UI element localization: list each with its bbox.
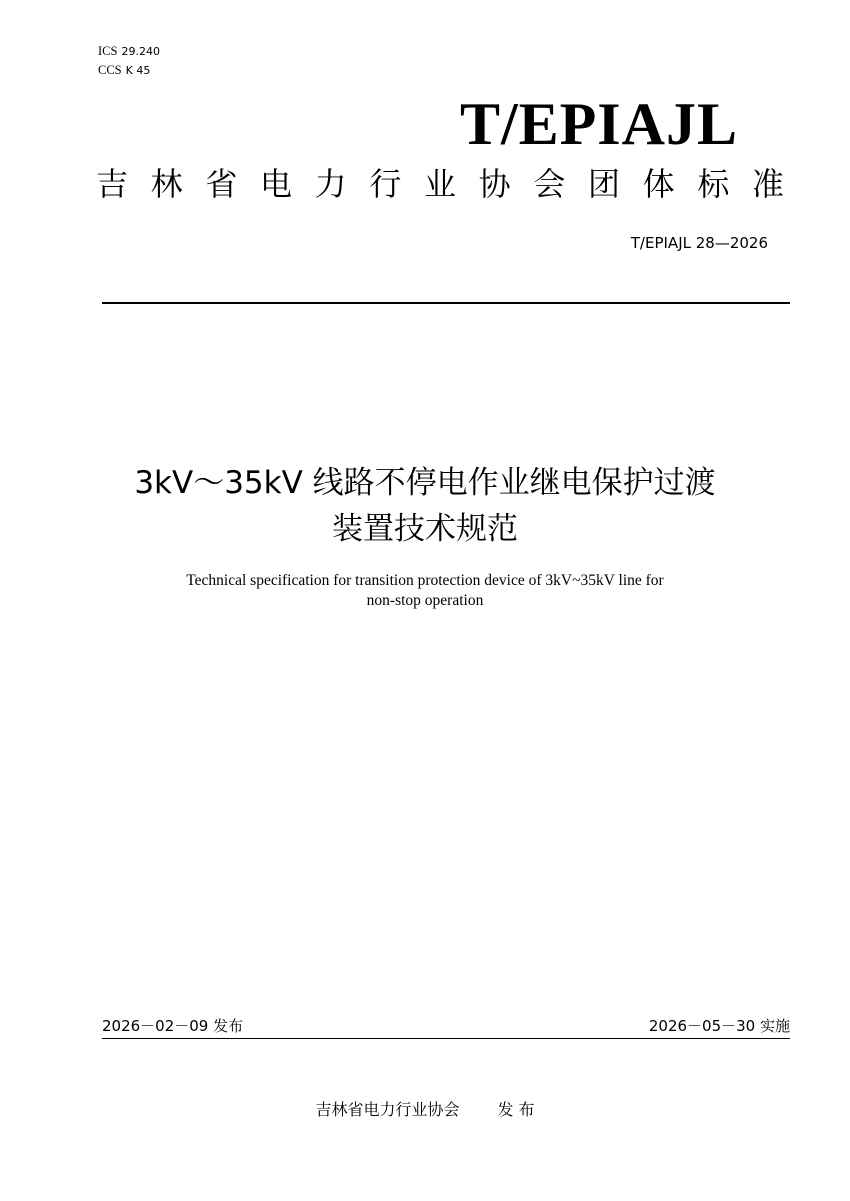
- ccs-value: K 45: [125, 64, 151, 77]
- title-zh-line-1: 3kV～35kV 线路不停电作业继电保护过渡: [134, 465, 716, 501]
- ccs-label: CCS: [98, 63, 122, 77]
- standard-brand-code: T/EPIAJL: [459, 91, 738, 157]
- ccs-line: [98, 61, 160, 80]
- ics-line: [98, 42, 160, 61]
- title-en-line-1: Technical specification for transition protection device of 3kV~35kV line for: [186, 572, 664, 589]
- ics-value: 29.240: [121, 45, 160, 58]
- ics-label: ICS: [98, 44, 118, 58]
- organization-standard-title: 吉林省电力行业协会团体标准: [96, 165, 784, 203]
- title-zh-line-2: 装置技术规范: [332, 511, 518, 547]
- issue-date: 2026－02－09 发布: [102, 1017, 244, 1035]
- title-en-line-2: non-stop operation: [366, 592, 484, 609]
- document-title-chinese: [60, 460, 790, 552]
- classification-block: [98, 42, 160, 80]
- header-divider: [102, 302, 790, 304]
- standard-number: T/EPIAJL 28—2026: [630, 234, 768, 252]
- implementation-date: 2026－05－30 实施: [648, 1017, 790, 1035]
- publisher-name: 吉林省电力行业协会: [315, 1100, 460, 1119]
- publisher-line: [0, 1099, 850, 1121]
- footer-divider: [102, 1038, 790, 1039]
- document-title-english: [60, 571, 790, 611]
- publisher-action: 发 布: [497, 1100, 535, 1119]
